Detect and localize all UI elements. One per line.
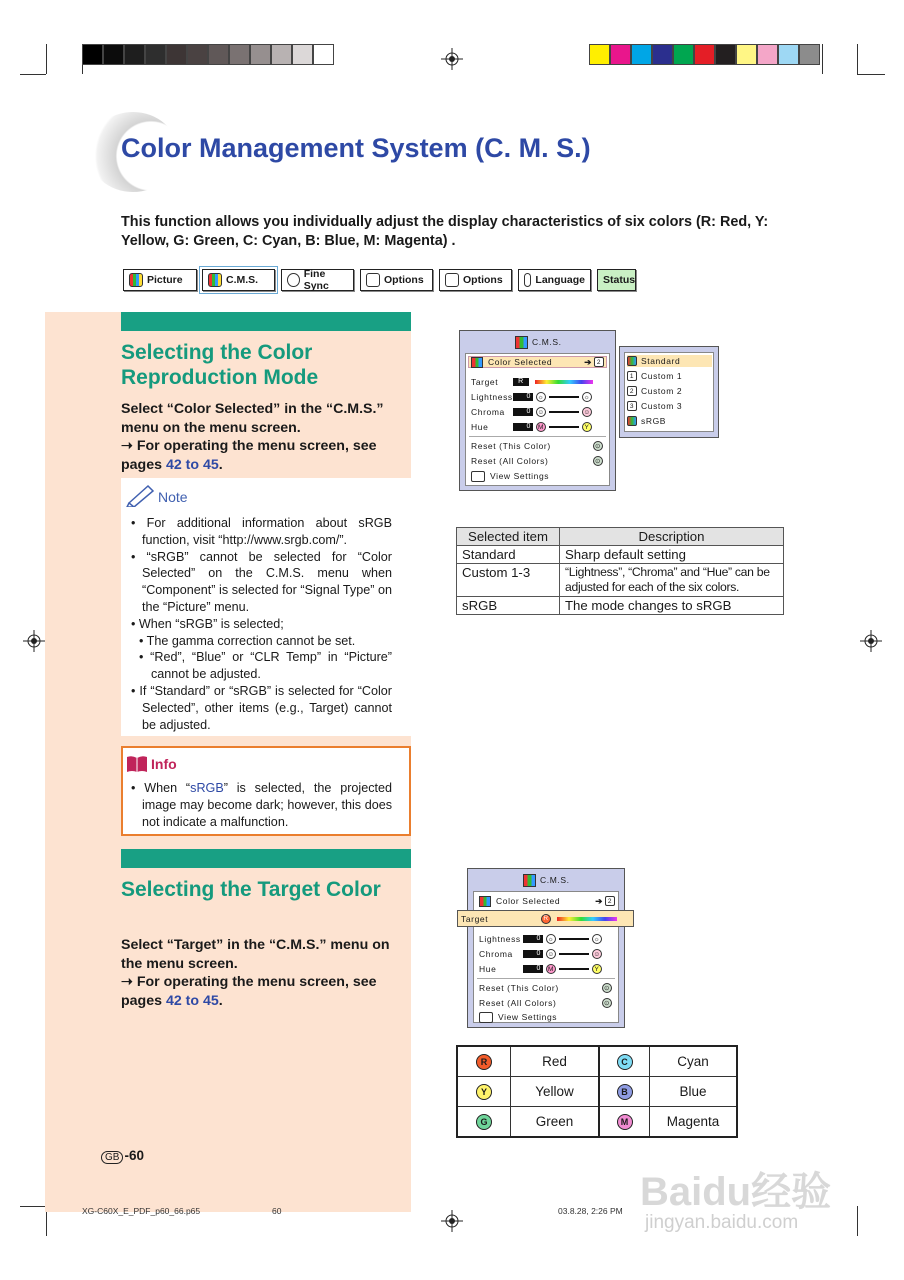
view-icon — [479, 1012, 493, 1023]
registration-mark — [441, 1210, 463, 1232]
note-item: • When “sRGB” is selected; — [131, 616, 284, 631]
lightness-row[interactable]: Lightness 0 ☼ ☼ — [471, 392, 591, 402]
reset-this-color[interactable]: Reset (This Color) ⊙ — [471, 441, 602, 451]
section-bar — [121, 849, 411, 868]
cyan-circle-icon: C — [617, 1054, 633, 1070]
section-heading: Selecting the Color Reproduction Mode — [121, 341, 319, 389]
light-icon: ☼ — [583, 393, 591, 401]
submenu-standard[interactable]: Standard — [627, 355, 712, 367]
submenu-custom1[interactable]: 1 Custom 1 — [627, 370, 682, 382]
magenta-circle-icon: M — [537, 423, 544, 431]
crop-mark — [46, 44, 47, 74]
custom-icon: 1 — [627, 371, 637, 381]
crop-mark — [822, 44, 823, 74]
tab-language[interactable]: Language — [518, 269, 591, 291]
cms-menu-screen: C.M.S. Color Selected ➔ 2 Target R Lightness 0 ☼ ☼ Chroma 0 ☺ ☺ Hue 0 M Y Reset (This Color) ⊙ Reset (All Colors) ⊙ View Settings — [459, 330, 616, 491]
page-number: GB -60 — [101, 1148, 144, 1164]
yellow-circle-icon: Y — [582, 422, 592, 432]
table-row: Custom 1-3 “Lightness”, “Chroma” and “Hue” can be adjusted for each of the six colors. — [457, 564, 784, 597]
high-chroma-icon: ☺ — [583, 408, 591, 416]
red-circle-icon: R — [541, 914, 551, 924]
tab-picture[interactable]: Picture — [123, 269, 197, 291]
page-link[interactable]: 42 to 45 — [165, 456, 219, 473]
reset-all-colors[interactable]: Reset (All Colors) ⊙ — [471, 456, 602, 466]
section-instructions: Select “Target” in the “C.M.S.” menu on the menu screen. ➝ For operating the menu screen, see pages 42 to 45. — [121, 937, 390, 1009]
crop-mark — [20, 1206, 46, 1207]
table-row: Y Yellow B Blue — [457, 1077, 737, 1107]
note-subitem: • “Red”, “Blue” or “CLR Temp” in “Picture” cannot be adjusted. — [139, 650, 392, 682]
lightness-row[interactable]: Lightness 0 ☼ ☼ — [479, 934, 601, 944]
tab-status[interactable]: Status — [597, 269, 636, 291]
submenu-custom2[interactable]: 2 Custom 2 — [627, 385, 682, 397]
blue-circle-icon: B — [617, 1084, 633, 1100]
cms-icon — [208, 273, 222, 287]
submenu-srgb[interactable]: sRGB — [627, 415, 666, 427]
yellow-circle-icon: Y — [476, 1084, 492, 1100]
hue-gradient — [535, 380, 593, 384]
color-mode-submenu — [619, 346, 719, 438]
magenta-circle-icon: M — [547, 965, 554, 973]
reset-icon: ⊙ — [603, 1000, 611, 1007]
section-instructions: Select “Color Selected” in the “C.M.S.” menu on the menu screen. ➝ For operating the menu screen, see pages 42 to 45. — [121, 401, 384, 473]
pencil-icon — [126, 483, 156, 507]
custom-icon: 2 — [627, 386, 637, 396]
intro-text: This function allows you individually adjust the display characteristics of six colors (R: Red, Y: Yellow, G: Green, C: Cyan, B: Blue, M: Magenta) . — [121, 214, 769, 249]
crop-mark — [857, 1206, 858, 1236]
slider-line — [549, 426, 579, 428]
green-circle-icon: G — [476, 1114, 492, 1130]
fine-sync-icon — [287, 273, 300, 287]
note-item: • For additional information about sRGB function, visit “http://www.srgb.com/”. — [131, 516, 392, 547]
light-icon: ☼ — [593, 935, 601, 943]
watermark-url: jingyan.baidu.com — [645, 1212, 799, 1233]
table-row: R Red C Cyan — [457, 1046, 737, 1077]
submenu-custom3[interactable]: 3 Custom 3 — [627, 400, 682, 412]
table-header: Description — [560, 528, 784, 546]
color-bar — [589, 44, 820, 65]
table-header: Selected item — [457, 528, 560, 546]
color-selected-row[interactable]: Color Selected ➔ 2 — [479, 895, 615, 907]
reset-all-colors[interactable]: Reset (All Colors) ⊙ — [479, 998, 611, 1008]
cms-icon — [515, 336, 528, 349]
dark-icon: ☼ — [547, 935, 555, 943]
custom-icon: 3 — [627, 401, 637, 411]
crop-mark — [857, 44, 858, 74]
slider-line — [559, 953, 589, 955]
options-icon — [445, 273, 459, 287]
chroma-row[interactable]: Chroma 0 ☺ ☺ — [479, 949, 601, 959]
view-settings[interactable]: View Settings — [471, 470, 549, 482]
cms-menu-screen-target: C.M.S. Color Selected ➔ 2 Lightness 0 ☼ ☼ Chroma 0 ☺ ☺ Hue 0 M Y Reset (This Color) ⊙ Reset (All Colors) ⊙ View Settings — [467, 868, 625, 1028]
info-label: Info — [151, 756, 177, 772]
note-body — [131, 515, 392, 733]
reset-icon: ⊙ — [603, 985, 611, 992]
magenta-circle-icon: M — [617, 1114, 633, 1130]
hue-gradient — [557, 917, 617, 921]
registration-mark — [441, 48, 463, 70]
page-title: Color Management System (C. M. S.) — [121, 133, 591, 163]
registration-mark — [23, 630, 45, 652]
note-item: • If “Standard” or “sRGB” is selected for “Color Selected”, other items (e.g., Target) cannot be adjusted. — [131, 683, 392, 732]
page-link[interactable]: 42 to 45 — [165, 992, 219, 1009]
mode-table — [456, 527, 784, 615]
hue-row[interactable]: Hue 0 M Y — [471, 421, 592, 433]
footer-page: 60 — [272, 1206, 282, 1216]
slider-line — [549, 396, 579, 398]
footer-filename: XG-C60X_E_PDF_p60_66.p65 — [82, 1206, 201, 1216]
registration-mark — [860, 630, 882, 652]
view-icon — [471, 471, 485, 482]
tab-options-1[interactable]: Options — [360, 269, 433, 291]
book-icon — [126, 755, 148, 773]
low-chroma-icon: ☺ — [537, 408, 545, 416]
slider-line — [559, 968, 589, 970]
note-item: • “sRGB” cannot be selected for “Color Selected” on the C.M.S. menu when “Component” is selected for “Signal Type” on the “Picture” menu. — [131, 549, 392, 614]
watermark: Baidu经验 — [640, 1170, 832, 1214]
cms-icon — [471, 357, 483, 368]
note-subitem: • The gamma correction cannot be set. — [139, 633, 356, 648]
standard-icon — [627, 356, 637, 366]
arrow-right-icon: ➔ — [595, 895, 603, 906]
tab-options-2[interactable]: Options — [439, 269, 512, 291]
yellow-circle-icon: Y — [592, 964, 602, 974]
crop-mark — [20, 74, 46, 75]
srgb-icon — [627, 416, 637, 426]
options-icon — [366, 273, 380, 287]
slider-line — [549, 411, 579, 413]
view-settings[interactable]: View Settings — [479, 1011, 557, 1023]
high-chroma-icon: ☺ — [593, 950, 601, 958]
chroma-row[interactable]: Chroma 0 ☺ ☺ — [471, 407, 591, 417]
dark-icon: ☼ — [537, 393, 545, 401]
red-circle-icon: R — [476, 1054, 492, 1070]
arrow-right-icon: ➔ — [584, 356, 592, 367]
cms-icon — [479, 896, 491, 907]
cms-icon — [523, 874, 536, 887]
low-chroma-icon: ☺ — [547, 950, 555, 958]
color-table — [456, 1045, 738, 1138]
section-bar — [121, 312, 411, 331]
picture-icon — [129, 273, 143, 287]
tab-cms[interactable]: C.M.S. — [202, 269, 275, 291]
crop-mark — [857, 74, 885, 75]
language-icon — [524, 273, 531, 287]
table-row: G Green M Magenta — [457, 1107, 737, 1138]
target-row-highlighted[interactable]: Target R — [457, 910, 634, 927]
hue-row[interactable]: Hue 0 M Y — [479, 963, 602, 975]
reset-icon: ⊙ — [594, 458, 602, 465]
footer-date: 03.8.28, 2:26 PM — [558, 1206, 623, 1216]
reset-icon: ⊙ — [594, 443, 602, 450]
target-row[interactable]: Target R — [471, 376, 593, 388]
color-selected-row[interactable]: Color Selected ➔ 2 — [468, 356, 607, 368]
section-heading: Selecting the Target Color — [121, 878, 381, 901]
tab-fine-sync[interactable]: Fine Sync — [281, 269, 354, 291]
info-body: • When “sRGB” is selected, the projected image may become dark; however, this does not indicate a malfunction. — [131, 781, 392, 829]
grayscale-bar — [82, 44, 334, 65]
note-label: Note — [158, 489, 188, 505]
table-row: Standard Sharp default setting — [457, 546, 784, 564]
table-row: sRGB The mode changes to sRGB — [457, 597, 784, 615]
slider-line — [559, 938, 589, 940]
reset-this-color[interactable]: Reset (This Color) ⊙ — [479, 983, 611, 993]
